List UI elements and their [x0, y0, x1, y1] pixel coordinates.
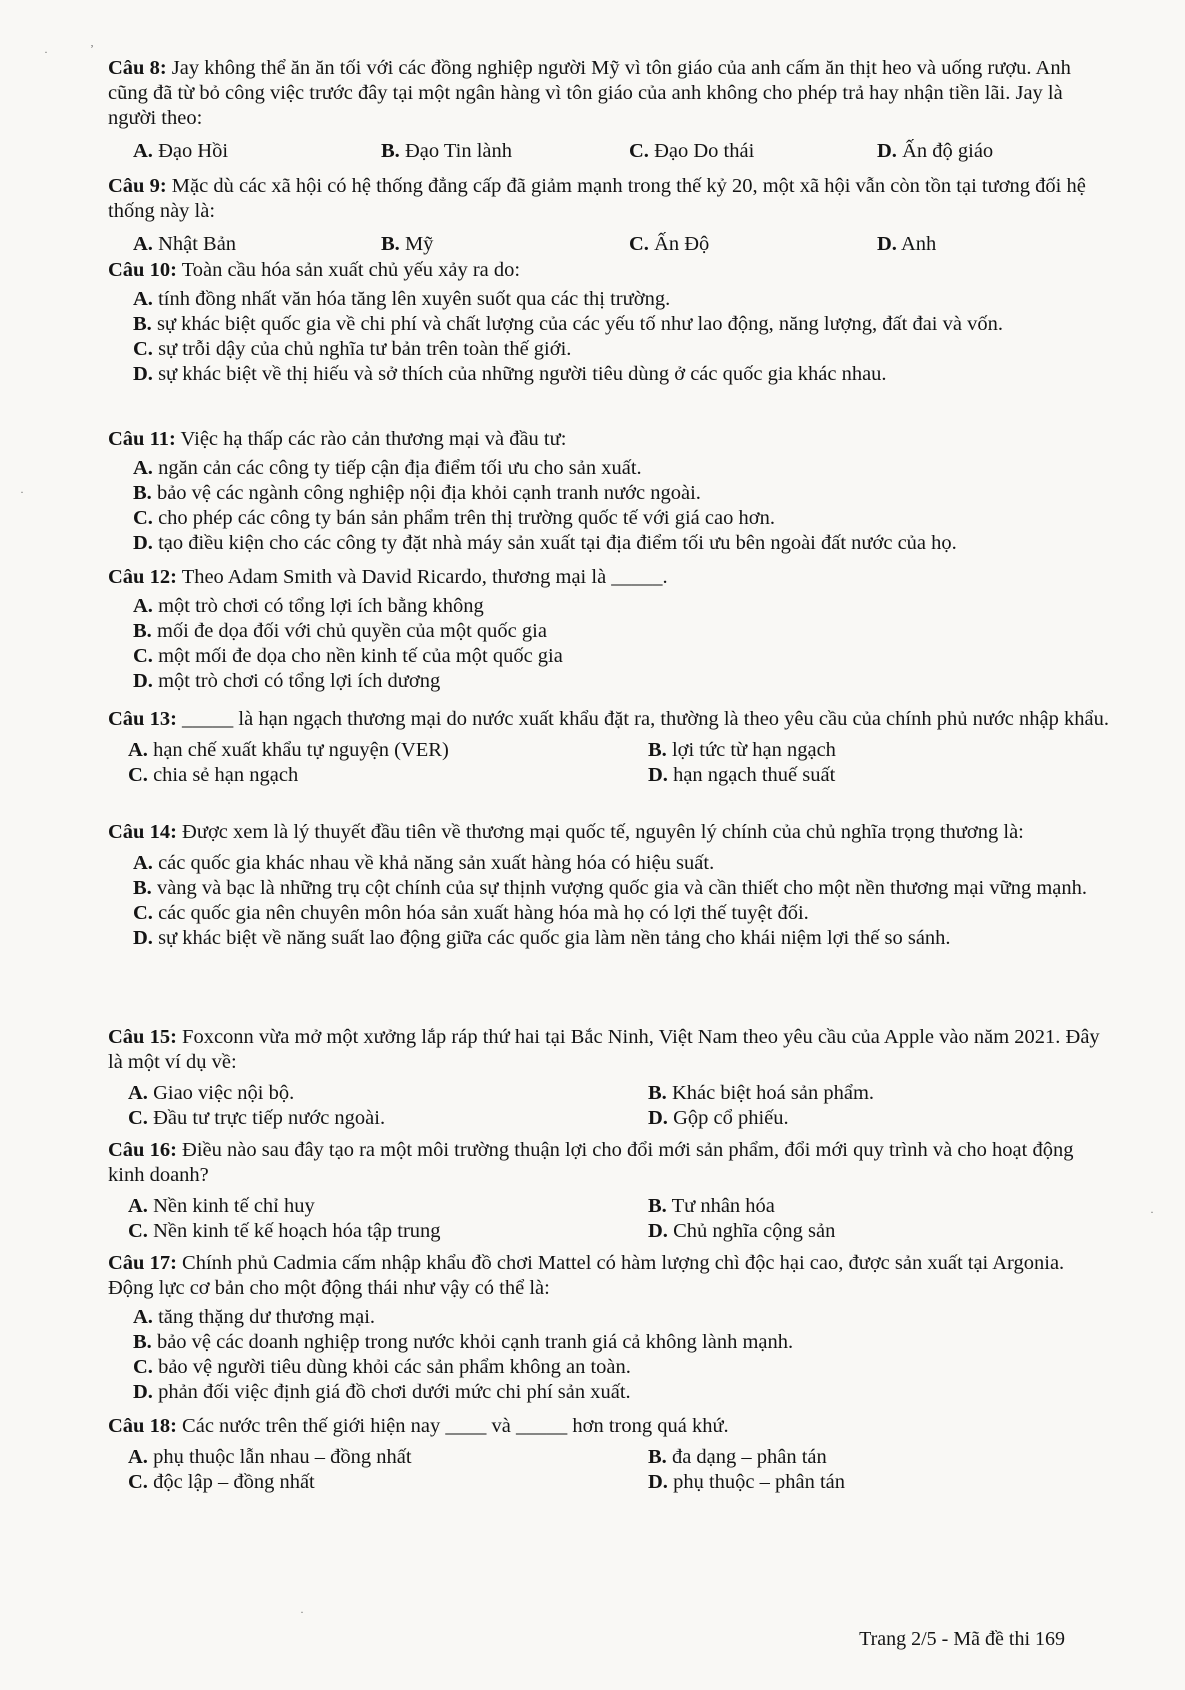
question-number: Câu 14: — [108, 821, 177, 843]
option-label: A. — [133, 233, 153, 255]
question-17 — [108, 1251, 1113, 1405]
option-d — [628, 763, 1113, 788]
scan-speck: · — [20, 485, 24, 499]
question-text: _____ là hạn ngạch thương mại do nước xuất khẩu đặt ra, thường là theo yêu cầu của chính phủ nước nhập khẩu. — [182, 708, 1109, 730]
option-text: một trò chơi có tổng lợi ích dương — [158, 670, 441, 692]
option-text: độc lập – đồng nhất — [153, 1471, 315, 1493]
option-text: Giao việc nội bộ. — [153, 1082, 295, 1104]
option-label: A. — [133, 1306, 153, 1328]
option-label: C. — [128, 1220, 148, 1242]
option-text: hạn chế xuất khẩu tự nguyện (VER) — [153, 739, 449, 761]
options-list — [108, 287, 1113, 387]
question-stem — [108, 1138, 1113, 1188]
question-16 — [108, 1138, 1113, 1244]
question-stem — [108, 56, 1113, 131]
option-d — [852, 232, 1100, 257]
option-c — [108, 763, 628, 788]
option-text: Tư nhân hóa — [671, 1195, 775, 1217]
option-c — [108, 506, 1113, 531]
option-label: D. — [877, 233, 897, 255]
option-c — [604, 232, 852, 257]
option-text: các quốc gia khác nhau về khả năng sản xuất hàng hóa có hiệu suất. — [158, 852, 715, 874]
option-label: C. — [133, 1356, 153, 1378]
option-a — [108, 232, 356, 257]
option-d — [108, 531, 1113, 556]
option-label: C. — [629, 233, 649, 255]
question-stem — [108, 1251, 1113, 1301]
option-text: Ấn Độ — [654, 233, 710, 255]
question-text: Việc hạ thấp các rào cản thương mại và đầu tư: — [180, 428, 567, 450]
question-number: Câu 13: — [108, 708, 177, 730]
option-text: phụ thuộc lẫn nhau – đồng nhất — [153, 1446, 412, 1468]
option-a — [108, 738, 628, 763]
option-label: B. — [648, 1082, 667, 1104]
option-text: vàng và bạc là những trụ cột chính của sự thịnh vượng quốc gia và cần thiết cho một nền thương mại vững mạnh. — [156, 877, 1087, 899]
question-15 — [108, 1025, 1113, 1131]
option-d — [628, 1219, 1113, 1244]
option-a — [108, 139, 356, 164]
option-label: B. — [648, 1195, 667, 1217]
option-text: Chủ nghĩa cộng sản — [673, 1220, 836, 1242]
option-text: Đạo Hồi — [158, 140, 229, 162]
option-label: B. — [381, 140, 400, 162]
option-text: sự khác biệt về năng suất lao động giữa các quốc gia làm nền tảng cho khái niệm lợi thế so sánh. — [158, 927, 951, 949]
question-number: Câu 11: — [108, 428, 176, 450]
option-b — [356, 139, 604, 164]
option-label: B. — [381, 233, 400, 255]
option-b — [628, 1445, 1113, 1470]
question-11 — [108, 427, 1113, 556]
option-text: lợi tức từ hạn ngạch — [671, 739, 836, 761]
question-13 — [108, 707, 1113, 788]
option-d — [108, 669, 1113, 694]
option-b — [108, 481, 1113, 506]
option-text: Mỹ — [404, 233, 434, 255]
option-a — [108, 1305, 1113, 1330]
options-grid — [108, 738, 1113, 788]
option-label: A. — [128, 739, 148, 761]
option-text: Đạo Tin lành — [404, 140, 513, 162]
option-b — [628, 738, 1113, 763]
question-text: Được xem là lý thuyết đầu tiên về thương mại quốc tế, nguyên lý chính của chủ nghĩa trọng thương là: — [182, 821, 1024, 843]
page-footer: Trang 2/5 - Mã đề thi 169 — [859, 1628, 1065, 1650]
question-text: Mặc dù các xã hội có hệ thống đẳng cấp đã giảm mạnh trong thế kỷ 20, một xã hội vẫn còn tồn tại tương đối hệ thống này là: — [108, 175, 1086, 222]
option-text: bảo vệ các ngành công nghiệp nội địa khỏi cạnh tranh nước ngoài. — [156, 482, 701, 504]
question-stem — [108, 174, 1113, 224]
option-label: D. — [133, 532, 153, 554]
question-number: Câu 9: — [108, 175, 167, 197]
option-b — [108, 1330, 1113, 1355]
question-text: Điều nào sau đây tạo ra một môi trường thuận lợi cho đổi mới sản phẩm, đổi mới quy trình và cho hoạt động kinh doanh? — [108, 1139, 1074, 1186]
options-list — [108, 851, 1113, 951]
option-text: tính đồng nhất văn hóa tăng lên xuyên suốt qua các thị trường. — [158, 288, 671, 310]
option-text: mối đe dọa đối với chủ quyền của một quốc gia — [156, 620, 547, 642]
question-stem — [108, 258, 1113, 283]
option-text: Đầu tư trực tiếp nước ngoài. — [153, 1107, 386, 1129]
option-c — [108, 1219, 628, 1244]
option-label: D. — [133, 670, 153, 692]
option-text: Khác biệt hoá sản phẩm. — [671, 1082, 875, 1104]
question-number: Câu 10: — [108, 259, 177, 281]
option-label: C. — [128, 764, 148, 786]
question-text: Toàn cầu hóa sản xuất chủ yếu xảy ra do: — [181, 259, 521, 281]
option-text: Ấn độ giáo — [902, 140, 994, 162]
option-a — [108, 1445, 628, 1470]
question-9 — [108, 174, 1113, 257]
option-text: Nền kinh tế chỉ huy — [153, 1195, 315, 1217]
option-label: B. — [133, 877, 152, 899]
option-label: A. — [133, 595, 153, 617]
option-text: chia sẻ hạn ngạch — [153, 764, 299, 786]
option-label: B. — [648, 739, 667, 761]
option-label: D. — [877, 140, 897, 162]
options-grid — [108, 1194, 1113, 1244]
question-8 — [108, 56, 1113, 164]
option-text: Anh — [900, 233, 937, 255]
option-label: D. — [133, 363, 153, 385]
option-c — [108, 1470, 628, 1495]
question-number: Câu 17: — [108, 1252, 177, 1274]
option-label: C. — [133, 645, 153, 667]
option-label: B. — [133, 482, 152, 504]
option-label: A. — [133, 457, 153, 479]
option-text: Đạo Do thái — [654, 140, 755, 162]
option-label: A. — [128, 1446, 148, 1468]
option-text: cho phép các công ty bán sản phẩm trên thị trường quốc tế với giá cao hơn. — [158, 507, 775, 529]
option-text: sự trỗi dậy của chủ nghĩa tư bản trên toàn thế giới. — [158, 338, 572, 360]
option-text: sự khác biệt quốc gia về chi phí và chất lượng của các yếu tố như lao động, năng lượng, đất đai và vốn. — [156, 313, 1003, 335]
options-grid — [108, 1445, 1113, 1495]
options-row — [108, 139, 1113, 164]
option-text: Nhật Bản — [158, 233, 237, 255]
option-text: bảo vệ người tiêu dùng khỏi các sản phẩm không an toàn. — [158, 1356, 631, 1378]
option-b — [356, 232, 604, 257]
question-number: Câu 15: — [108, 1026, 177, 1048]
option-label: C. — [629, 140, 649, 162]
option-label: C. — [133, 507, 153, 529]
option-label: A. — [128, 1195, 148, 1217]
option-label: D. — [648, 1107, 668, 1129]
question-text: Foxconn vừa mở một xưởng lắp ráp thứ hai tại Bắc Ninh, Việt Nam theo yêu cầu của Apple vào năm 2021. Đây là một ví dụ về: — [108, 1026, 1100, 1073]
option-a — [108, 594, 1113, 619]
option-a — [108, 287, 1113, 312]
option-label: B. — [133, 620, 152, 642]
question-number: Câu 18: — [108, 1415, 177, 1437]
options-grid — [108, 1081, 1113, 1131]
option-a — [108, 1081, 628, 1106]
option-label: D. — [133, 927, 153, 949]
question-text: Chính phủ Cadmia cấm nhập khẩu đồ chơi Mattel có hàm lượng chì độc hại cao, được sản xuất tại Argonia. Động lực cơ bản cho một động thái như vậy có thể là: — [108, 1252, 1065, 1299]
scan-speck: ‚ — [90, 35, 94, 49]
question-stem — [108, 820, 1113, 845]
option-label: A. — [133, 140, 153, 162]
option-text: hạn ngạch thuế suất — [673, 764, 836, 786]
option-d — [108, 362, 1113, 387]
option-label: C. — [128, 1471, 148, 1493]
option-text: bảo vệ các doanh nghiệp trong nước khỏi cạnh tranh giá cả không lành mạnh. — [156, 1331, 794, 1353]
options-list — [108, 1305, 1113, 1405]
question-stem — [108, 427, 1113, 452]
option-c — [108, 1355, 1113, 1380]
question-stem — [108, 1025, 1113, 1075]
option-c — [108, 644, 1113, 669]
option-c — [108, 337, 1113, 362]
option-text: Nền kinh tế kế hoạch hóa tập trung — [153, 1220, 441, 1242]
options-row — [108, 232, 1113, 257]
option-d — [108, 926, 1113, 951]
option-text: các quốc gia nên chuyên môn hóa sản xuất hàng hóa mà họ có lợi thế tuyệt đối. — [158, 902, 809, 924]
option-label: B. — [648, 1446, 667, 1468]
option-text: phản đối việc định giá đồ chơi dưới mức chi phí sản xuất. — [158, 1381, 631, 1403]
option-a — [108, 456, 1113, 481]
option-label: D. — [133, 1381, 153, 1403]
option-text: tăng thặng dư thương mại. — [158, 1306, 376, 1328]
question-stem — [108, 707, 1113, 732]
option-c — [604, 139, 852, 164]
option-b — [108, 312, 1113, 337]
option-text: Gộp cổ phiếu. — [673, 1107, 789, 1129]
option-a — [108, 851, 1113, 876]
option-label: C. — [133, 902, 153, 924]
question-18 — [108, 1414, 1113, 1495]
question-stem — [108, 1414, 1113, 1439]
option-b — [628, 1081, 1113, 1106]
option-text: phụ thuộc – phân tán — [673, 1471, 846, 1493]
option-text: sự khác biệt về thị hiếu và sở thích của những người tiêu dùng ở các quốc gia khác nhau. — [158, 363, 887, 385]
option-text: một trò chơi có tổng lợi ích bằng không — [158, 595, 484, 617]
option-label: B. — [133, 1331, 152, 1353]
option-label: D. — [648, 1220, 668, 1242]
question-text: Theo Adam Smith và David Ricardo, thương mại là _____. — [181, 566, 668, 588]
question-12 — [108, 565, 1113, 694]
option-text: một mối đe dọa cho nền kinh tế của một quốc gia — [158, 645, 563, 667]
option-label: A. — [133, 288, 153, 310]
option-b — [628, 1194, 1113, 1219]
option-b — [108, 619, 1113, 644]
option-text: ngăn cản các công ty tiếp cận địa điểm tối ưu cho sản xuất. — [158, 457, 642, 479]
question-number: Câu 12: — [108, 566, 177, 588]
option-text: tạo điều kiện cho các công ty đặt nhà máy sản xuất tại địa điểm tối ưu bên ngoài đất nước của họ. — [158, 532, 957, 554]
option-d — [852, 139, 1100, 164]
options-list — [108, 456, 1113, 556]
option-label: A. — [133, 852, 153, 874]
option-d — [628, 1470, 1113, 1495]
option-d — [108, 1380, 1113, 1405]
scan-speck: · — [1150, 1205, 1154, 1219]
question-14 — [108, 820, 1113, 951]
question-text: Jay không thể ăn ăn tối với các đồng nghiệp người Mỹ vì tôn giáo của anh cấm ăn thịt heo và uống rượu. Anh cũng đã từ bỏ công việc trước đây tại một ngân hàng vì tôn giáo của anh không cho phép trả hay nhận tiền lãi. Jay là người theo: — [108, 57, 1071, 129]
option-c — [108, 1106, 628, 1131]
option-label: D. — [648, 764, 668, 786]
option-label: C. — [128, 1107, 148, 1129]
option-b — [108, 876, 1113, 901]
options-list — [108, 594, 1113, 694]
option-a — [108, 1194, 628, 1219]
question-stem — [108, 565, 1113, 590]
question-text: Các nước trên thế giới hiện nay ____ và _____ hơn trong quá khứ. — [182, 1415, 729, 1437]
question-number: Câu 8: — [108, 57, 167, 79]
scan-speck: · — [300, 1605, 304, 1619]
option-label: A. — [128, 1082, 148, 1104]
option-c — [108, 901, 1113, 926]
option-text: đa dạng – phân tán — [671, 1446, 827, 1468]
question-10 — [108, 258, 1113, 387]
option-d — [628, 1106, 1113, 1131]
scan-speck: · — [44, 45, 48, 59]
question-number: Câu 16: — [108, 1139, 177, 1161]
option-label: D. — [648, 1471, 668, 1493]
option-label: C. — [133, 338, 153, 360]
option-label: B. — [133, 313, 152, 335]
